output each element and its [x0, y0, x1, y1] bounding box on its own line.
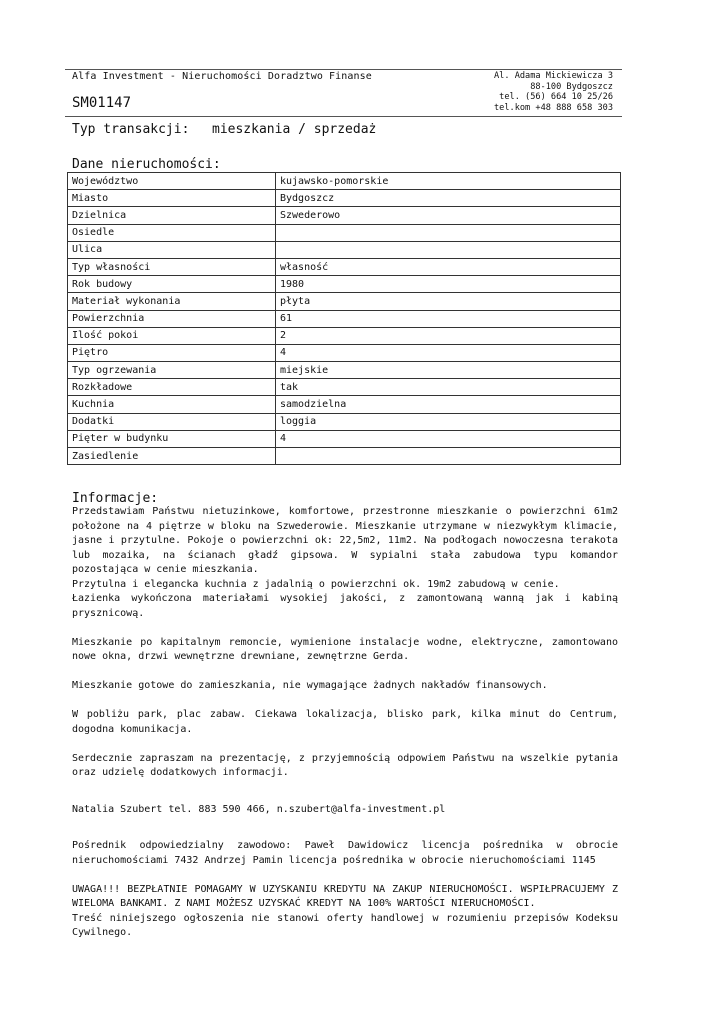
property-value: 4 — [276, 430, 621, 447]
property-key: Rok budowy — [68, 276, 276, 293]
info-paragraph: Przedstawiam Państwu nietuzinkowe, komfortowe, przestronne mieszkanie o powierzchni 61m2 położone na 4 piętrze w bloku na Szwederowie. Mieszkanie utrzymane w niezwykłym klimacie, jasne i przytulne. Pokoje o powierzchni ok: 22,5m2, 11m2. Na podłogach nowoczesna terakota lub mozaika, na ścianach gładź gipsowa. W sypialni stała zabudowa typu komandor pozostająca w cenie mieszkania. — [72, 506, 618, 575]
property-key: Piętro — [68, 344, 276, 361]
info-body — [72, 505, 618, 941]
property-value: miejskie — [276, 362, 621, 379]
property-value: 61 — [276, 310, 621, 327]
property-row — [68, 276, 621, 293]
property-key: Kuchnia — [68, 396, 276, 413]
info-paragraph: W pobliżu park, plac zabaw. Ciekawa lokalizacja, blisko park, kilka minut do Centrum, dogodna komunikacja. — [72, 709, 618, 735]
info-paragraph: Serdecznie zapraszam na prezentację, z przyjemnością odpowiem Państwu na wszelkie pytania oraz udzielę dodatkowych informacji. — [72, 752, 618, 778]
property-row — [68, 258, 621, 275]
property-table — [67, 172, 621, 465]
agency-address — [494, 71, 613, 113]
property-value: własność — [276, 258, 621, 275]
property-key: Typ ogrzewania — [68, 362, 276, 379]
property-row — [68, 190, 621, 207]
property-row — [68, 430, 621, 447]
property-row — [68, 327, 621, 344]
legal-disclaimer: Treść niniejszego ogłoszenia nie stanowi oferty handlowej w rozumieniu przepisów Kodeksu Cywilnego. — [72, 912, 618, 938]
company-name: Alfa Investment - Nieruchomości Doradztwo Finanse — [72, 71, 372, 82]
property-value: kujawsko-pomorskie — [276, 173, 621, 190]
address-line: Al. Adama Mickiewicza 3 — [494, 71, 613, 81]
transaction-label: Typ transakcji: — [72, 122, 190, 137]
property-key: Typ własności — [68, 258, 276, 275]
property-value: tak — [276, 379, 621, 396]
info-paragraph: Przytulna i elegancka kuchnia z jadalnią o powierzchni ok. 19m2 zabudową w cenie. — [72, 578, 560, 590]
property-key: Pięter w budynku — [68, 430, 276, 447]
property-value: 4 — [276, 344, 621, 361]
info-heading: Informacje: — [72, 491, 159, 506]
transaction-value: mieszkania / sprzedaż — [212, 122, 377, 137]
transaction-type — [72, 122, 377, 137]
property-value — [276, 448, 621, 465]
property-row — [68, 293, 621, 310]
top-divider — [65, 69, 622, 70]
property-value: samodzielna — [276, 396, 621, 413]
property-key: Dzielnica — [68, 207, 276, 224]
property-row — [68, 396, 621, 413]
credit-notice: UWAGA!!! BEZPŁATNIE POMAGAMY W UZYSKANIU KREDYTU NA ZAKUP NIERUCHOMOŚCI. WSPIŁPRACUJEMY Z WIELOMA BANKAMI. Z NAMI MOŻESZ UZYSKAĆ KREDYT NA 100% WARTOŚCI NIERUCHOMOŚCI. — [72, 883, 618, 909]
info-paragraph: Łazienka wykończona materiałami wysokiej jakości, z zamontowaną wanną jak i kabiną prysznicową. — [72, 593, 618, 619]
property-key: Osiedle — [68, 224, 276, 241]
property-row — [68, 173, 621, 190]
property-value: 1980 — [276, 276, 621, 293]
property-value: loggia — [276, 413, 621, 430]
property-key: Ulica — [68, 241, 276, 258]
property-row — [68, 207, 621, 224]
property-key: Dodatki — [68, 413, 276, 430]
property-row — [68, 379, 621, 396]
property-key: Materiał wykonania — [68, 293, 276, 310]
property-value: Szwederowo — [276, 207, 621, 224]
property-heading: Dane nieruchomości: — [72, 157, 221, 172]
property-key: Rozkładowe — [68, 379, 276, 396]
property-row — [68, 241, 621, 258]
property-value — [276, 241, 621, 258]
property-key: Ilość pokoi — [68, 327, 276, 344]
agent-contact: Natalia Szubert tel. 883 590 466, n.szubert@alfa-investment.pl — [72, 803, 446, 815]
property-key: Zasiedlenie — [68, 448, 276, 465]
property-row — [68, 310, 621, 327]
address-line: 88-100 Bydgoszcz — [530, 81, 613, 92]
property-row — [68, 362, 621, 379]
property-key: Miasto — [68, 190, 276, 207]
property-row — [68, 224, 621, 241]
property-row — [68, 344, 621, 361]
info-paragraph: Mieszkanie po kapitalnym remoncie, wymienione instalacje wodne, elektryczne, zamontowano nowe okna, drzwi wewnętrzne drewniane, zewnętrzne Gerda. — [72, 636, 618, 662]
property-row — [68, 413, 621, 430]
property-key: Województwo — [68, 173, 276, 190]
info-paragraph: Mieszkanie gotowe do zamieszkania, nie wymagające żadnych nakładów finansowych. — [72, 680, 548, 691]
address-line: tel.kom +48 888 658 303 — [494, 102, 613, 113]
property-value — [276, 224, 621, 241]
responsible-agent: Pośrednik odpowiedzialny zawodowo: Paweł Dawidowicz licencja pośrednika w obrocie nieruchomościami 7432 Andrzej Pamin licencja pośrednika w obrocie nieruchomościami 1145 — [72, 840, 618, 866]
address-line: tel. (56) 664 10 25/26 — [499, 92, 613, 103]
property-key: Powierzchnia — [68, 310, 276, 327]
property-row — [68, 448, 621, 465]
property-value: Bydgoszcz — [276, 190, 621, 207]
property-value: płyta — [276, 293, 621, 310]
header-divider — [65, 116, 622, 117]
offer-code: SM01147 — [72, 95, 132, 111]
property-value: 2 — [276, 327, 621, 344]
